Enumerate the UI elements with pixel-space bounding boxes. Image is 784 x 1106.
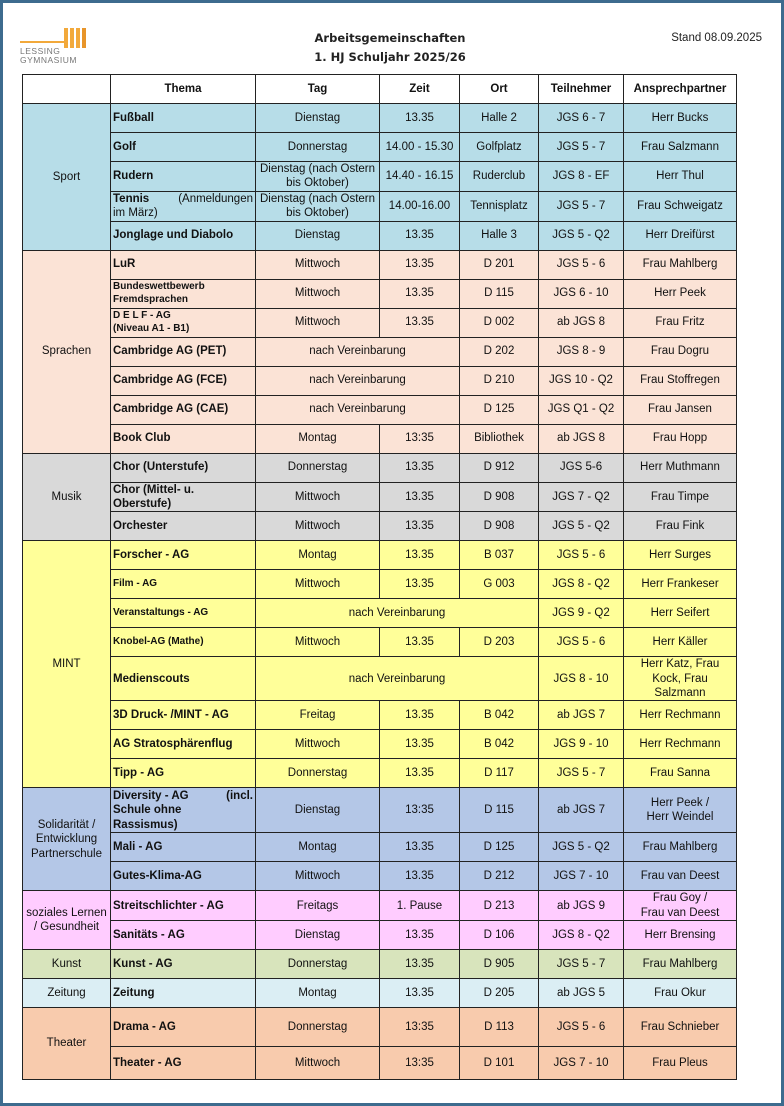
thema-cell: Cambridge AG (CAE) — [111, 395, 256, 424]
thema-cell: Streitschlichter - AG — [111, 891, 256, 921]
col-header-zeit: Zeit — [380, 75, 460, 104]
ansprechpartner-cell: Frau Hopp — [624, 424, 737, 453]
teilnehmer-cell: ab JGS 5 — [539, 979, 624, 1008]
ansprechpartner-cell: Frau Mahlberg — [624, 833, 737, 862]
zeit-cell: 13.35 — [380, 221, 460, 250]
ansprechpartner-cell: Herr Rechmann — [624, 730, 737, 759]
thema-cell: Rudern — [111, 162, 256, 192]
tag-cell: Dienstag (nach Ostern bis Oktober) — [256, 162, 380, 192]
teilnehmer-cell: JGS 5 - 6 — [539, 1008, 624, 1047]
ort-cell: B 037 — [460, 541, 539, 570]
teilnehmer-cell: JGS 5-6 — [539, 453, 624, 482]
table-row — [23, 833, 737, 862]
table-row — [23, 788, 737, 833]
teilnehmer-cell: JGS 9 - 10 — [539, 730, 624, 759]
thema-cell: Medienscouts — [111, 657, 256, 701]
tag-cell: nach Vereinbarung — [256, 337, 460, 366]
table-row — [23, 541, 737, 570]
ort-cell: D 201 — [460, 250, 539, 279]
ort-cell: G 003 — [460, 570, 539, 599]
zeit-cell: 13.35 — [380, 512, 460, 541]
table-row — [23, 862, 737, 891]
thema-cell: Film - AG — [111, 570, 256, 599]
teilnehmer-cell: JGS 7 - 10 — [539, 1047, 624, 1080]
col-header-ansprechpartner: Ansprechpartner — [624, 75, 737, 104]
table-header-row — [23, 75, 737, 104]
ansprechpartner-cell: Herr Rechmann — [624, 701, 737, 730]
group-theater: Theater — [23, 1008, 111, 1080]
ansprechpartner-cell: Herr Brensing — [624, 921, 737, 950]
ort-cell: D 101 — [460, 1047, 539, 1080]
teilnehmer-cell: ab JGS 7 — [539, 701, 624, 730]
ort-cell: D 212 — [460, 862, 539, 891]
zeit-cell: 13.35 — [380, 482, 460, 512]
ort-cell: D 106 — [460, 921, 539, 950]
teilnehmer-cell: ab JGS 7 — [539, 788, 624, 833]
tag-cell: Mittwoch — [256, 570, 380, 599]
ort-cell: D 908 — [460, 482, 539, 512]
table-row — [23, 250, 737, 279]
ort-cell: Halle 3 — [460, 221, 539, 250]
tag-cell: Donnerstag — [256, 453, 380, 482]
teilnehmer-cell: JGS 5 - 6 — [539, 250, 624, 279]
zeit-cell: 1. Pause — [380, 891, 460, 921]
thema-cell: Tennis (Anmeldungen im März) — [111, 191, 256, 221]
teilnehmer-cell: JGS 5 - 7 — [539, 133, 624, 162]
ansprechpartner-cell: Frau Stoffregen — [624, 366, 737, 395]
table-row — [23, 891, 737, 921]
ansprechpartner-cell: Herr Frankeser — [624, 570, 737, 599]
table-row — [23, 395, 737, 424]
table-row — [23, 104, 737, 133]
table-row — [23, 701, 737, 730]
thema-cell: Golf — [111, 133, 256, 162]
tag-cell: Dienstag — [256, 104, 380, 133]
table-row — [23, 512, 737, 541]
ansprechpartner-cell: Frau Timpe — [624, 482, 737, 512]
teilnehmer-cell: JGS 8 - Q2 — [539, 921, 624, 950]
teilnehmer-cell: JGS 5 - 7 — [539, 191, 624, 221]
tag-cell: Montag — [256, 424, 380, 453]
group-musik: Musik — [23, 453, 111, 541]
table-row — [23, 424, 737, 453]
zeit-cell: 13.35 — [380, 833, 460, 862]
ort-cell: Bibliothek — [460, 424, 539, 453]
col-header-thema: Thema — [111, 75, 256, 104]
teilnehmer-cell: JGS 8 - 10 — [539, 657, 624, 701]
teilnehmer-cell: JGS 5 - 6 — [539, 628, 624, 657]
tag-cell: Mittwoch — [256, 730, 380, 759]
tag-cell: Montag — [256, 979, 380, 1008]
thema-cell: Jonglage und Diabolo — [111, 221, 256, 250]
table-row — [23, 482, 737, 512]
tag-cell: Mittwoch — [256, 250, 380, 279]
ansprechpartner-cell: Herr Käller — [624, 628, 737, 657]
table-row — [23, 162, 737, 192]
ansprechpartner-cell: Frau Pleus — [624, 1047, 737, 1080]
zeit-cell: 14.40 - 16.15 — [380, 162, 460, 192]
zeit-cell: 13.35 — [380, 250, 460, 279]
ort-cell: D 210 — [460, 366, 539, 395]
teilnehmer-cell: JGS 5 - 7 — [539, 950, 624, 979]
tag-cell: Mittwoch — [256, 1047, 380, 1080]
ort-cell: B 042 — [460, 701, 539, 730]
group-zeitung: Zeitung — [23, 979, 111, 1008]
zeit-cell: 13.35 — [380, 279, 460, 308]
ort-cell: D 205 — [460, 979, 539, 1008]
ort-cell: D 002 — [460, 308, 539, 337]
teilnehmer-cell: JGS 8 - Q2 — [539, 570, 624, 599]
tag-cell: Mittwoch — [256, 482, 380, 512]
tag-cell: nach Vereinbarung — [256, 657, 539, 701]
table-row — [23, 221, 737, 250]
table-row — [23, 570, 737, 599]
thema-cell: Knobel-AG (Mathe) — [111, 628, 256, 657]
ort-cell: Ruderclub — [460, 162, 539, 192]
logo-text-lessing: LESSING — [20, 46, 61, 56]
thema-cell: D E L F - AG (Niveau A1 - B1) — [111, 308, 256, 337]
ort-cell: D 113 — [460, 1008, 539, 1047]
tag-cell: Dienstag — [256, 221, 380, 250]
ansprechpartner-cell: Herr Surges — [624, 541, 737, 570]
tag-cell: Dienstag (nach Ostern bis Oktober) — [256, 191, 380, 221]
table-row — [23, 599, 737, 628]
ansprechpartner-cell: Herr Peek / Herr Weindel — [624, 788, 737, 833]
thema-cell: AG Stratosphärenflug — [111, 730, 256, 759]
teilnehmer-cell: ab JGS 8 — [539, 424, 624, 453]
ort-cell: D 125 — [460, 395, 539, 424]
thema-cell: LuR — [111, 250, 256, 279]
teilnehmer-cell: JGS 5 - Q2 — [539, 833, 624, 862]
tag-cell: Dienstag — [256, 921, 380, 950]
zeit-cell: 13.35 — [380, 104, 460, 133]
stand-date: Stand 08.09.2025 — [671, 32, 762, 44]
thema-cell: Orchester — [111, 512, 256, 541]
table-row — [23, 1008, 737, 1047]
teilnehmer-cell: JGS 7 - Q2 — [539, 482, 624, 512]
ort-cell: D 202 — [460, 337, 539, 366]
ort-cell: D 203 — [460, 628, 539, 657]
ansprechpartner-cell: Herr Katz, Frau Kock, Frau Salzmann — [624, 657, 737, 701]
ansprechpartner-cell: Frau Salzmann — [624, 133, 737, 162]
table-row — [23, 950, 737, 979]
ag-table — [22, 74, 737, 1080]
page-subtitle: 1. HJ Schuljahr 2025/26 — [314, 50, 466, 64]
page-title: Arbeitsgemeinschaften — [314, 31, 466, 45]
ansprechpartner-cell: Frau Jansen — [624, 395, 737, 424]
zeit-cell: 13.35 — [380, 950, 460, 979]
zeit-cell: 14.00-16.00 — [380, 191, 460, 221]
teilnehmer-cell: JGS 5 - Q2 — [539, 221, 624, 250]
table-row — [23, 1047, 737, 1080]
ort-cell: Tennisplatz — [460, 191, 539, 221]
ort-cell: Halle 2 — [460, 104, 539, 133]
ort-cell: D 117 — [460, 759, 539, 788]
tag-cell: nach Vereinbarung — [256, 599, 539, 628]
zeit-cell: 13.35 — [380, 541, 460, 570]
ansprechpartner-cell: Herr Dreifürst — [624, 221, 737, 250]
ansprechpartner-cell: Frau Sanna — [624, 759, 737, 788]
logo-text-gymnasium: GYMNASIUM — [20, 55, 77, 65]
teilnehmer-cell: ab JGS 9 — [539, 891, 624, 921]
zeit-cell: 13.35 — [380, 628, 460, 657]
col-header-group — [23, 75, 111, 104]
ort-cell: B 042 — [460, 730, 539, 759]
tag-cell: Freitag — [256, 701, 380, 730]
teilnehmer-cell: JGS 6 - 10 — [539, 279, 624, 308]
table-row — [23, 657, 737, 701]
zeit-cell: 13.35 — [380, 921, 460, 950]
zeit-cell: 13:35 — [380, 1008, 460, 1047]
table-row — [23, 191, 737, 221]
thema-cell: Zeitung — [111, 979, 256, 1008]
tag-cell: Freitags — [256, 891, 380, 921]
ansprechpartner-cell: Frau Mahlberg — [624, 250, 737, 279]
ort-cell: D 115 — [460, 788, 539, 833]
tag-cell: Donnerstag — [256, 1008, 380, 1047]
group-kunst: Kunst — [23, 950, 111, 979]
table-row — [23, 308, 737, 337]
table-row — [23, 133, 737, 162]
thema-cell: Theater - AG — [111, 1047, 256, 1080]
tag-cell: Mittwoch — [256, 862, 380, 891]
tag-cell: nach Vereinbarung — [256, 395, 460, 424]
ansprechpartner-cell: Herr Thul — [624, 162, 737, 192]
col-header-teilnehmer: Teilnehmer — [539, 75, 624, 104]
group-soziales-lernen: soziales Lernen / Gesundheit — [23, 891, 111, 950]
ansprechpartner-cell: Frau Fink — [624, 512, 737, 541]
thema-cell: Book Club — [111, 424, 256, 453]
thema-cell: Diversity - AG (incl. Schule ohne Rassismus) — [111, 788, 256, 833]
zeit-cell: 13.35 — [380, 862, 460, 891]
col-header-ort: Ort — [460, 75, 539, 104]
teilnehmer-cell: JGS 5 - 7 — [539, 759, 624, 788]
table-row — [23, 453, 737, 482]
teilnehmer-cell: JGS 5 - 6 — [539, 541, 624, 570]
group-mint: MINT — [23, 541, 111, 788]
thema-cell: Fußball — [111, 104, 256, 133]
ort-cell: D 912 — [460, 453, 539, 482]
ansprechpartner-cell: Frau Goy / Frau van Deest — [624, 891, 737, 921]
school-logo — [20, 28, 90, 68]
zeit-cell: 13.35 — [380, 730, 460, 759]
zeit-cell: 13.35 — [380, 701, 460, 730]
thema-cell: Bundeswettbewerb Fremdsprachen — [111, 279, 256, 308]
thema-cell: Chor (Mittel- u. Oberstufe) — [111, 482, 256, 512]
ansprechpartner-cell: Frau Dogru — [624, 337, 737, 366]
ort-cell: D 115 — [460, 279, 539, 308]
tag-cell: Mittwoch — [256, 628, 380, 657]
teilnehmer-cell: JGS 8 - 9 — [539, 337, 624, 366]
thema-cell: Veranstaltungs - AG — [111, 599, 256, 628]
tag-cell: Mittwoch — [256, 308, 380, 337]
teilnehmer-cell: JGS 5 - Q2 — [539, 512, 624, 541]
ansprechpartner-cell: Frau Mahlberg — [624, 950, 737, 979]
col-header-tag: Tag — [256, 75, 380, 104]
tag-cell: Dienstag — [256, 788, 380, 833]
table-row — [23, 759, 737, 788]
ansprechpartner-cell: Frau Schnieber — [624, 1008, 737, 1047]
table-row — [23, 337, 737, 366]
tag-cell: Mittwoch — [256, 512, 380, 541]
teilnehmer-cell: ab JGS 8 — [539, 308, 624, 337]
table-row — [23, 279, 737, 308]
teilnehmer-cell: JGS Q1 - Q2 — [539, 395, 624, 424]
zeit-cell: 13:35 — [380, 424, 460, 453]
group-sprachen: Sprachen — [23, 250, 111, 453]
zeit-cell: 13.35 — [380, 979, 460, 1008]
group-solidaritaet: Solidarität / Entwicklung Partnerschule — [23, 788, 111, 891]
zeit-cell: 13:35 — [380, 1047, 460, 1080]
ort-cell: D 125 — [460, 833, 539, 862]
ort-cell: Golfplatz — [460, 133, 539, 162]
zeit-cell: 13.35 — [380, 453, 460, 482]
zeit-cell: 13.35 — [380, 570, 460, 599]
ansprechpartner-cell: Frau Okur — [624, 979, 737, 1008]
ort-cell: D 908 — [460, 512, 539, 541]
ansprechpartner-cell: Herr Bucks — [624, 104, 737, 133]
zeit-cell: 13:35 — [380, 788, 460, 833]
thema-cell: Cambridge AG (FCE) — [111, 366, 256, 395]
tag-cell: Donnerstag — [256, 133, 380, 162]
tag-cell: nach Vereinbarung — [256, 366, 460, 395]
tag-cell: Donnerstag — [256, 759, 380, 788]
teilnehmer-cell: JGS 8 - EF — [539, 162, 624, 192]
table-row — [23, 730, 737, 759]
thema-cell: Kunst - AG — [111, 950, 256, 979]
thema-cell: Chor (Unterstufe) — [111, 453, 256, 482]
ansprechpartner-cell: Herr Seifert — [624, 599, 737, 628]
thema-cell: Drama - AG — [111, 1008, 256, 1047]
ansprechpartner-cell: Herr Muthmann — [624, 453, 737, 482]
group-sport: Sport — [23, 104, 111, 251]
zeit-cell: 14.00 - 15.30 — [380, 133, 460, 162]
thema-cell: Tipp - AG — [111, 759, 256, 788]
thema-cell: Forscher - AG — [111, 541, 256, 570]
tag-cell: Donnerstag — [256, 950, 380, 979]
teilnehmer-cell: JGS 7 - 10 — [539, 862, 624, 891]
table-row — [23, 979, 737, 1008]
teilnehmer-cell: JGS 6 - 7 — [539, 104, 624, 133]
thema-cell: Gutes-Klima-AG — [111, 862, 256, 891]
ansprechpartner-cell: Frau Schweigatz — [624, 191, 737, 221]
table-row — [23, 628, 737, 657]
teilnehmer-cell: JGS 10 - Q2 — [539, 366, 624, 395]
thema-cell: 3D Druck- /MINT - AG — [111, 701, 256, 730]
ort-cell: D 905 — [460, 950, 539, 979]
thema-cell: Sanitäts - AG — [111, 921, 256, 950]
table-row — [23, 366, 737, 395]
ansprechpartner-cell: Frau van Deest — [624, 862, 737, 891]
zeit-cell: 13.35 — [380, 759, 460, 788]
ansprechpartner-cell: Frau Fritz — [624, 308, 737, 337]
tag-cell: Montag — [256, 541, 380, 570]
tag-cell: Mittwoch — [256, 279, 380, 308]
table-row — [23, 921, 737, 950]
tag-cell: Montag — [256, 833, 380, 862]
teilnehmer-cell: JGS 9 - Q2 — [539, 599, 624, 628]
thema-cell: Mali - AG — [111, 833, 256, 862]
zeit-cell: 13.35 — [380, 308, 460, 337]
ansprechpartner-cell: Herr Peek — [624, 279, 737, 308]
ort-cell: D 213 — [460, 891, 539, 921]
thema-cell: Cambridge AG (PET) — [111, 337, 256, 366]
